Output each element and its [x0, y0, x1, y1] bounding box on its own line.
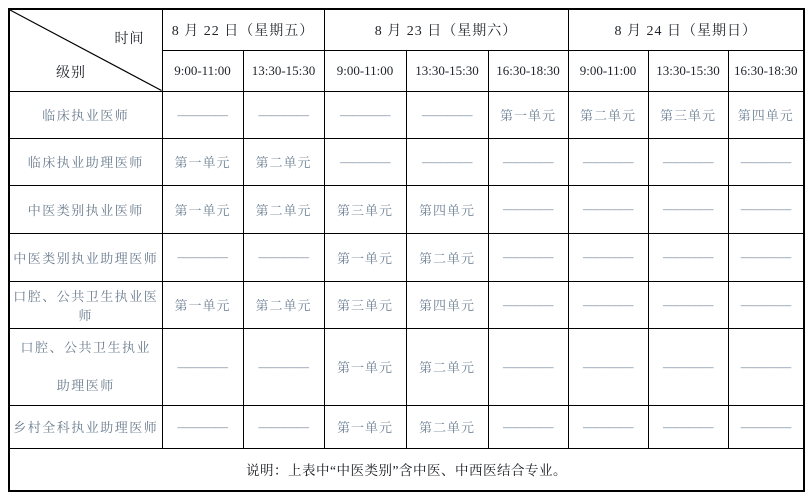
schedule-cell: 第二单元 — [406, 328, 488, 405]
schedule-cell: ———— — [488, 233, 568, 281]
schedule-cell: ———— — [488, 138, 568, 185]
schedule-table — [8, 8, 805, 492]
time-slot-header: 9:00-11:00 — [162, 50, 243, 91]
schedule-cell: ———— — [728, 138, 804, 185]
schedule-cell: 第二单元 — [568, 91, 648, 138]
schedule-cell: ———— — [568, 185, 648, 233]
schedule-cell: ———— — [488, 281, 568, 328]
table-row — [9, 405, 804, 448]
schedule-cell: ———— — [648, 233, 728, 281]
schedule-cell: ———— — [324, 138, 406, 185]
time-axis-label: 时间 — [114, 32, 145, 47]
schedule-cell: 第四单元 — [728, 91, 804, 138]
schedule-cell: 第二单元 — [406, 233, 488, 281]
level-axis-label: 级别 — [56, 65, 86, 81]
schedule-cell: ———— — [648, 281, 728, 328]
row-label: 中医类别执业助理医师 — [9, 233, 162, 281]
schedule-cell: ———— — [728, 405, 804, 448]
schedule-cell: ———— — [728, 328, 804, 405]
schedule-cell: ———— — [568, 138, 648, 185]
schedule-cell: 第一单元 — [162, 185, 243, 233]
schedule-cell: 第一单元 — [162, 138, 243, 185]
schedule-cell: ———— — [162, 233, 243, 281]
row-label: 中医类别执业医师 — [9, 185, 162, 233]
schedule-cell: ———— — [568, 233, 648, 281]
schedule-cell: ———— — [406, 138, 488, 185]
time-slot-header: 9:00-11:00 — [324, 50, 406, 91]
schedule-cell: 第一单元 — [324, 405, 406, 448]
schedule-cell: ———— — [162, 91, 243, 138]
schedule-cell: 第四单元 — [406, 281, 488, 328]
time-slot-header: 9:00-11:00 — [568, 50, 648, 91]
schedule-cell: ———— — [648, 185, 728, 233]
row-label: 口腔、公共卫生执业医师 — [9, 281, 162, 328]
schedule-cell: 第一单元 — [324, 328, 406, 405]
row-label-line2: 助理医师 — [56, 377, 115, 393]
schedule-cell: 第二单元 — [243, 138, 324, 185]
schedule-cell: ———— — [728, 281, 804, 328]
schedule-cell: ———— — [488, 405, 568, 448]
table-row — [9, 138, 804, 185]
schedule-cell: 第二单元 — [406, 405, 488, 448]
schedule-cell: ———— — [728, 185, 804, 233]
row-label: 临床执业医师 — [9, 91, 162, 138]
row-label: 乡村全科执业助理医师 — [9, 405, 162, 448]
schedule-cell: ———— — [243, 328, 324, 405]
row-label-line1: 口腔、公共卫生执业 — [20, 339, 151, 355]
schedule-cell: ———— — [488, 185, 568, 233]
time-slot-header: 13:30-15:30 — [406, 50, 488, 91]
day-header-sunday: 8 月 24 日（星期日） — [568, 9, 804, 50]
schedule-cell: ———— — [162, 328, 243, 405]
schedule-cell: 第四单元 — [406, 185, 488, 233]
note-row — [9, 448, 804, 491]
schedule-cell: ———— — [728, 233, 804, 281]
time-slot-header: 16:30-18:30 — [728, 50, 804, 91]
schedule-cell: ———— — [568, 281, 648, 328]
schedule-cell: ———— — [648, 405, 728, 448]
schedule-cell: ———— — [648, 138, 728, 185]
schedule-cell: 第三单元 — [648, 91, 728, 138]
table-row — [9, 281, 804, 328]
schedule-cell: 第三单元 — [324, 281, 406, 328]
row-label: 临床执业助理医师 — [9, 138, 162, 185]
schedule-cell: ———— — [406, 91, 488, 138]
table-row — [9, 233, 804, 281]
schedule-cell: ———— — [243, 233, 324, 281]
schedule-cell: 第二单元 — [243, 185, 324, 233]
schedule-cell: 第二单元 — [243, 281, 324, 328]
corner-cell — [9, 9, 162, 91]
schedule-cell: 第一单元 — [162, 281, 243, 328]
schedule-cell: ———— — [243, 405, 324, 448]
row-label — [9, 328, 162, 405]
schedule-cell: ———— — [162, 405, 243, 448]
schedule-cell: ———— — [324, 91, 406, 138]
schedule-cell: ———— — [568, 328, 648, 405]
schedule-cell: ———— — [488, 328, 568, 405]
table-row — [9, 185, 804, 233]
time-slot-header: 13:30-15:30 — [243, 50, 324, 91]
table-row — [9, 328, 804, 405]
note-text: 说明：上表中“中医类别”含中医、中西医结合专业。 — [9, 448, 804, 491]
schedule-cell: 第一单元 — [324, 233, 406, 281]
day-header-saturday: 8 月 23 日（星期六） — [324, 9, 568, 50]
schedule-cell: ———— — [648, 328, 728, 405]
table-row — [9, 91, 804, 138]
day-header-friday: 8 月 22 日（星期五） — [162, 9, 324, 50]
schedule-cell: ———— — [243, 91, 324, 138]
schedule-cell: 第三单元 — [324, 185, 406, 233]
time-slot-header: 13:30-15:30 — [648, 50, 728, 91]
time-slot-header: 16:30-18:30 — [488, 50, 568, 91]
schedule-cell: ———— — [568, 405, 648, 448]
schedule-cell: 第一单元 — [488, 91, 568, 138]
